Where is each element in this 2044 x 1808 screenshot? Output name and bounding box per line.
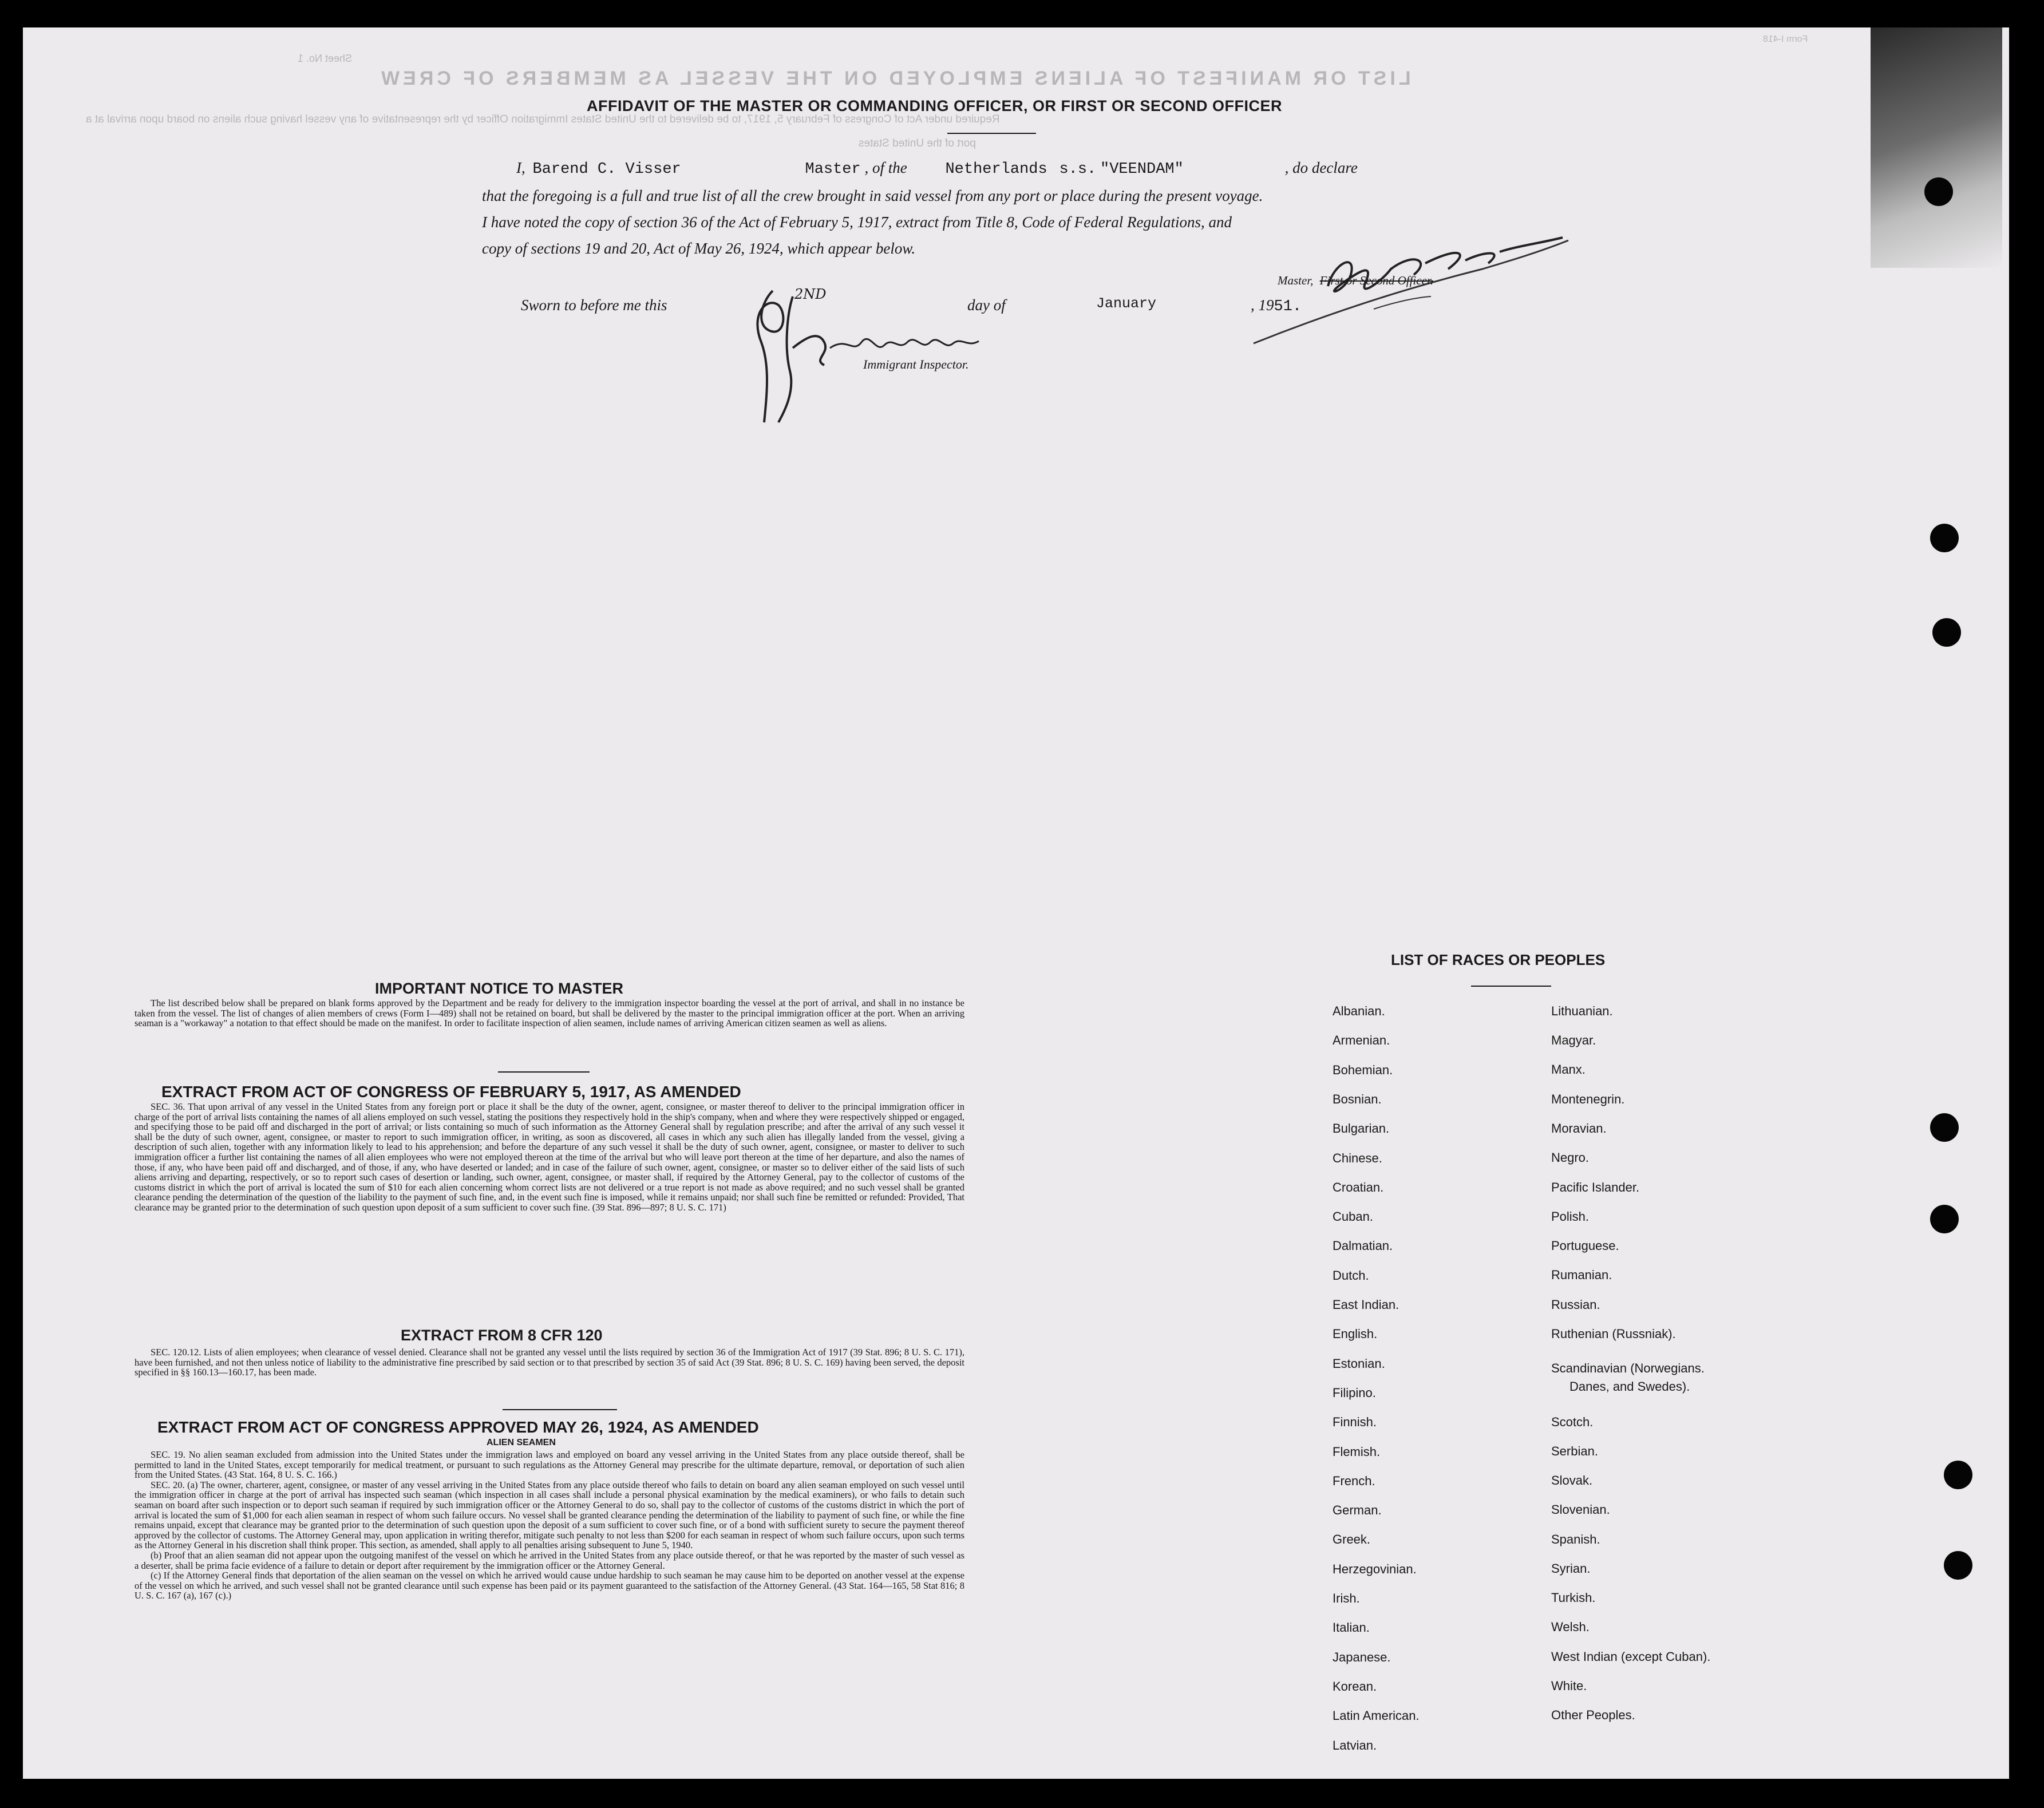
race-item: Bohemian.: [1333, 1062, 1393, 1077]
race-item: Serbian.: [1551, 1444, 1598, 1458]
ghost-line-2: Required under Act of Congress of February 5, 1917, to be delivered to the United States Immigration Officer by the representative of any vessel having such aliens on board upon arrival at a: [86, 113, 1000, 125]
extract-cfr-paragraph: SEC. 120.12. Lists of alien employees; when clearance of vessel denied. Clearance shall not be granted any vessel until the lists required by section 36 of the Immigration Act of 1917 (39 Stat. 896; 8 U. S. C. 171), have been furnished, and not then unless notice of liability to the administrative fine prescribed by said section or to that prescribed by section 35 of said Act (39 Stat. 896; 8 U. S. C. 169) having been served, the deposit specified in §§ 160.13—160.17, has been made.: [135, 1347, 964, 1378]
rule: [498, 1071, 590, 1073]
race-item: White.: [1551, 1679, 1587, 1693]
sec-20b-paragraph: (b) Proof that an alien seaman did not appear upon the outgoing manifest of the vessel on which he arrived in the United States from any place outside thereof, or that he was reported by the master of such vessel as a deserter, shall be prima facie evidence of a failure to detain or deport after requirement by the immigration officer or the Attorney General.: [135, 1549, 964, 1571]
race-item: Japanese.: [1333, 1649, 1391, 1664]
race-item: Turkish.: [1551, 1591, 1596, 1605]
race-item: Bosnian.: [1333, 1091, 1382, 1106]
race-item: Bulgarian.: [1333, 1121, 1390, 1136]
race-item: Moravian.: [1551, 1121, 1607, 1136]
ghost-heading: LIST OR MANIFEST OF ALIENS EMPLOYED ON THE VESSEL AS MEMBERS OF CREW: [378, 68, 1411, 89]
race-item: Lithuanian.: [1551, 1004, 1613, 1018]
sworn-month: January: [1096, 295, 1157, 312]
race-item: East Indian.: [1333, 1297, 1399, 1312]
title-rule: [947, 133, 1036, 134]
decl-line-4: copy of sections 19 and 20, Act of May 26, 1924, which appear below.: [482, 240, 916, 257]
race-item: Welsh.: [1551, 1620, 1590, 1634]
extract-1924-subtitle: ALIEN SEAMEN: [487, 1438, 556, 1447]
race-item: Negro.: [1551, 1150, 1590, 1165]
sec-20c-paragraph: (c) If the Attorney General finds that deportation of the alien seaman on the vessel on which he arrived would cause undue hardship to such seaman he may cause him to be deported on another vessel at the expense of the vessel on which he arrived, and such vessel shall not be granted clearance until such expense has been paid or its payment guaranteed to the satisfaction of the Attorney General. (43 Stat. 164—165, 58 Stat 816; 8 U. S. C. 167 (a), 167 (c).): [135, 1570, 964, 1601]
race-item: Estonian.: [1333, 1356, 1385, 1371]
race-item: West Indian (except Cuban).: [1551, 1649, 1711, 1664]
race-item: Slovak.: [1551, 1473, 1593, 1487]
race-item: Finnish.: [1333, 1415, 1377, 1430]
race-item: German.: [1333, 1503, 1382, 1518]
race-item: Scandinavian (Norwegians.: [1551, 1361, 1705, 1375]
master-name: Barend C. Visser: [532, 161, 681, 178]
race-item: Syrian.: [1551, 1561, 1591, 1576]
torn-corner-stamp: [1871, 27, 2002, 268]
punch-hole: [1930, 1113, 1959, 1142]
notice-title: IMPORTANT NOTICE TO MASTER: [375, 980, 623, 997]
punch-hole: [1944, 1461, 1972, 1489]
officer-caption-master: Master,: [1278, 274, 1314, 287]
ship-prefix: s.s.: [1059, 161, 1097, 178]
extract-cfr-body: [135, 1347, 964, 1378]
race-item: French.: [1333, 1473, 1375, 1488]
race-item: English.: [1333, 1327, 1378, 1342]
race-item: Slovenian.: [1551, 1502, 1610, 1517]
sworn-year-suffix: 51.: [1274, 298, 1302, 315]
officer-caption: [1278, 274, 1433, 288]
notice-body: [135, 998, 964, 1028]
race-item: Flemish.: [1333, 1444, 1381, 1459]
affidavit-title: AFFIDAVIT OF THE MASTER OR COMMANDING OFFICER, OR FIRST OR SECOND OFFICER: [587, 97, 1282, 114]
race-item: Italian.: [1333, 1620, 1370, 1635]
nationality: Netherlands: [945, 161, 1047, 178]
sec-20a-paragraph: SEC. 20. (a) The owner, charterer, agent, consignee, or master of any vessel arriving in the United States from any place outside thereof who fails to detain on board any alien seaman employed on such vessel until the immigration officer in charge at the port of arrival has inspected such seaman (which inspection in all cases shall include a personal physical examination by the medical examiners), or who fails to detain such seaman on board after such inspection or to deport such seaman if required by such immigration officer or the Attorney General to do so, shall pay to the collector of customs of the customs district in which the port of arrival is located the sum of $1,000 for each alien seaman in respect of whom such failure occurs. No vessel shall be granted clearance pending the determination of the liability to payment of such fine, or while the fine remains unpaid, except that clearance may be granted prior to the determination of such question upon the deposit of a sum sufficient to cover such fine, or of a bond with sufficient surety to secure the payment thereof approved by the collector of customs. The Attorney General may, upon application in writing therefor, mitigate such penalty to not less than $200 for each seaman in respect of whom such failure occurs, upon such terms as the Attorney General in his discretion shall think proper. This section, as amended, shall apply to all penalties arising subsequent to June 5, 1940.: [135, 1479, 964, 1551]
sworn-year-prefix: , 19: [1251, 296, 1274, 314]
race-item: Latin American.: [1333, 1708, 1420, 1723]
officer-caption-struck: First or Second Officer.: [1319, 274, 1433, 287]
ghost-sheet-no: Sheet No. 1: [298, 53, 353, 64]
decl-of-the: , of the: [864, 159, 907, 176]
ship-name: "VEENDAM": [1100, 161, 1184, 178]
races-rule: [1471, 986, 1551, 987]
race-item: Manx.: [1551, 1062, 1586, 1077]
races-title: LIST OF RACES OR PEOPLES: [1391, 951, 1606, 968]
race-item: Scotch.: [1551, 1415, 1594, 1429]
decl-line-2: that the foregoing is a full and true list of all the crew brought in said vessel from any port or place during the present voyage.: [482, 187, 1263, 204]
decl-i: I,: [516, 159, 525, 176]
race-item: Pacific Islander.: [1551, 1180, 1640, 1194]
extract-1917-body: [135, 1102, 964, 1213]
race-item: Other Peoples.: [1551, 1708, 1635, 1722]
punch-hole: [1930, 1205, 1959, 1233]
extract-1924-title: EXTRACT FROM ACT OF CONGRESS APPROVED MAY 26, 1924, AS AMENDED: [157, 1418, 759, 1436]
sworn-year: [1251, 296, 1302, 315]
race-item: Russian.: [1551, 1297, 1600, 1312]
race-item: Dutch.: [1333, 1268, 1369, 1283]
extract-1924-body: [135, 1450, 964, 1601]
race-item: Herzegovinian.: [1333, 1561, 1417, 1576]
extract-1917-title: EXTRACT FROM ACT OF CONGRESS OF FEBRUARY 5, 1917, AS AMENDED: [161, 1083, 741, 1101]
race-item: Montenegrin.: [1551, 1092, 1625, 1106]
notice-paragraph: The list described below shall be prepared on blank forms approved by the Department and be ready for delivery to the immigration inspector boarding the vessel at the port of arrival, and shall in no instance be taken from the vessel. The list of changes of alien members of crews (Form I—489) shall not be retained on board, but shall be delivered by the master to the principal immigration officer at the port. When an arriving seaman is a "workaway" a notation to that effect should be made on the manifest. In order to facilitate inspection of alien seamen, include names of arriving American citizen seamen as well as aliens.: [135, 998, 964, 1029]
race-item: Ruthenian (Russniak).: [1551, 1327, 1676, 1341]
punch-hole: [1944, 1551, 1972, 1580]
ghost-form-no: Form I-418: [1763, 34, 1808, 44]
decl-line-3: I have noted the copy of section 36 of the Act of February 5, 1917, extract from Title 8, Code of Federal Regulations, and: [482, 213, 1232, 231]
race-item: Latvian.: [1333, 1738, 1377, 1752]
race-item: Albanian.: [1333, 1004, 1385, 1018]
rank: Master: [805, 161, 861, 178]
race-item: Armenian.: [1333, 1033, 1390, 1048]
inspector-caption: Immigrant Inspector.: [863, 357, 969, 371]
sworn-prefix: Sworn to before me this: [521, 296, 667, 314]
punch-hole: [1924, 177, 1953, 206]
inspector-signature: [738, 279, 985, 428]
race-item: Dalmatian.: [1333, 1239, 1393, 1253]
ghost-line-3: port of the United States: [859, 137, 976, 149]
race-item: Filipino.: [1333, 1385, 1376, 1400]
sec-19-paragraph: SEC. 19. No alien seaman excluded from admission into the United States under the immigration laws and employed on board any vessel arriving in the United States from any place outside thereof, shall be permitted to land in the United States, except temporarily for medical treatment, or pursuant to such regulations as the Attorney General may prescribe for the ultimate departure, removal, or deportation of such alien from the United States. (43 Stat. 164, 8 U. S. C. 166.): [135, 1449, 964, 1481]
extract-1917-paragraph: SEC. 36. That upon arrival of any vessel in the United States from any foreign port or place it shall be the duty of the owner, agent, consignee, or master thereof to deliver to the principal immigration officer in charge of the port of arrival lists containing the names of all aliens employed on such vessel, stating the positions they respectively hold in the ship's company, when and where they were respectively shipped or engaged, and specifying those to be paid off and discharged in the port of arrival; or lists containing so much of such information as the Attorney General shall by regulation prescribe; and after the arrival of any such vessel it shall be the duty of such owner, agent, consignee, or master to report to such immigration officer, in writing, as soon as discovered, all cases in which any such alien has illegally landed from the vessel, giving a description of such alien, together with any information likely to lead to his apprehension; and before the departure of any such vessel it shall be the duty of such owner, agent, consignee, or master to deliver to such immigration officer a further list containing the names of all alien employees who were not employed thereon at the time of the arrival but who will leave port thereon at the time of her departure, and also the names of those, if any, who have been paid off and discharged, and of those, if any, who have deserted or landed; and in case of the failure of such owner, agent, consignee, or master so to deliver either of the said lists of such aliens arriving and departing, respectively, or so to report such cases of desertion or landing, such owner, agent, consignee, or master shall, if required by the Attorney General, pay to the collector of customs of the customs district in which the port of arrival is located the sum of $10 for each alien concerning whom correct lists are not delivered or a true report is not made as above required; and no such vessel shall be granted clearance pending the determination of the question of the liability to the payment of such fine, and, in the event such fine is imposed, while it remains unpaid; nor shall such fine be remitted or refunded: Provided, That clearance may be granted prior to the determination of such question upon deposit of a sum sufficient to cover such fine. (39 Stat. 896—897; 8 U. S. C. 171): [135, 1101, 964, 1213]
race-item: Magyar.: [1551, 1033, 1596, 1047]
race-item: Croatian.: [1333, 1180, 1384, 1194]
race-item: Chinese.: [1333, 1150, 1382, 1165]
race-item: Spanish.: [1551, 1532, 1600, 1546]
race-item: Greek.: [1333, 1532, 1371, 1547]
extract-cfr-title: EXTRACT FROM 8 CFR 120: [401, 1327, 603, 1344]
rule: [503, 1409, 617, 1410]
master-signature: [1242, 229, 1574, 349]
punch-hole: [1930, 524, 1959, 552]
decl-suffix: , do declare: [1284, 159, 1358, 176]
sworn-day: 2ND: [794, 286, 827, 302]
punch-hole: [1932, 618, 1961, 647]
race-item: Korean.: [1333, 1679, 1377, 1694]
race-item: Polish.: [1551, 1209, 1590, 1224]
race-item: Irish.: [1333, 1591, 1360, 1605]
race-item: Rumanian.: [1551, 1268, 1612, 1282]
sworn-day-of: day of: [967, 296, 1006, 314]
race-item: Danes, and Swedes).: [1569, 1379, 1690, 1394]
race-item: Portuguese.: [1551, 1239, 1619, 1253]
race-item: Cuban.: [1333, 1209, 1373, 1224]
